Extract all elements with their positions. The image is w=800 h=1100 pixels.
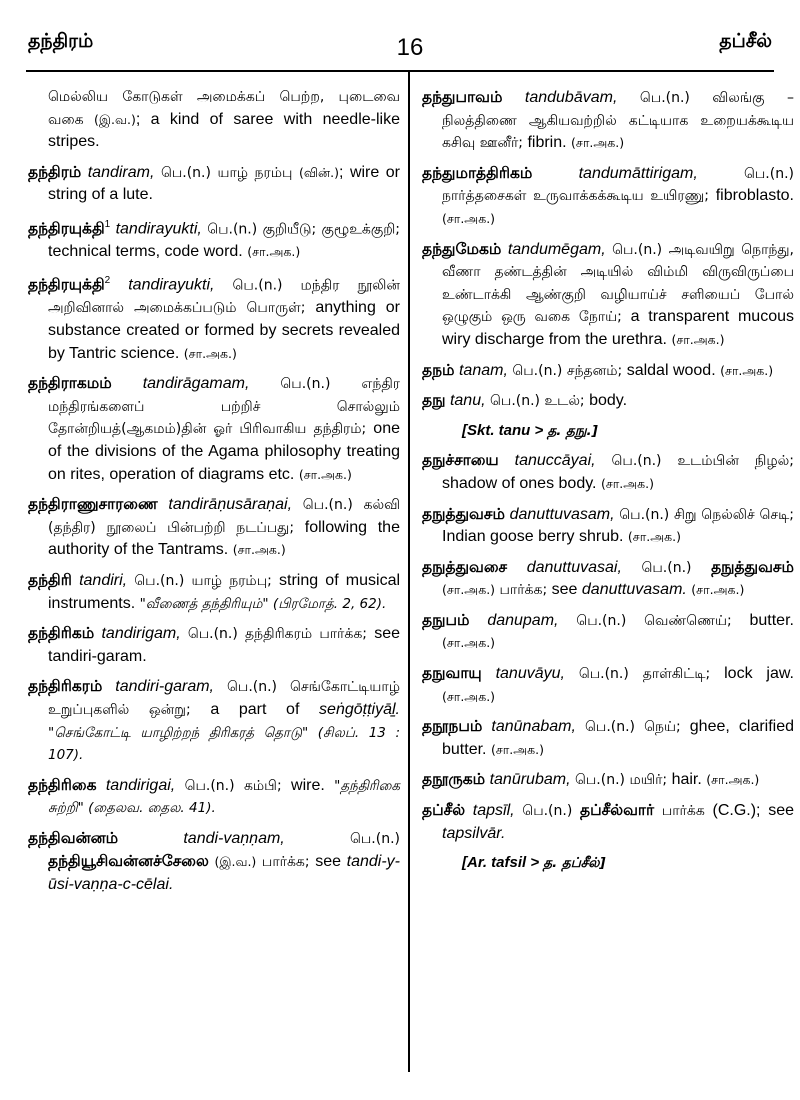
dictionary-entry — [422, 162, 794, 231]
headword: தந்திரிகம் — [28, 624, 95, 643]
source-abbreviation: (சா.அக.) — [671, 331, 725, 347]
dictionary-entry — [28, 270, 400, 365]
transliteration: tandirigam, — [101, 625, 181, 643]
headword: தந்துமேகம் — [422, 239, 502, 258]
etymology-text: [Ar. tafsil > — [462, 854, 540, 872]
source-abbreviation: (சா.அக.) — [691, 582, 745, 598]
transliteration: danupam, — [487, 611, 559, 629]
homonym-number: 2 — [104, 275, 111, 287]
tamil-definition: செங்கோட்டியாழ் உறுப்புகளில் ஒன்று; — [48, 679, 401, 718]
tamil-definition: கம்பி; — [243, 777, 282, 794]
transliteration: tandirigai, — [105, 776, 176, 794]
dictionary-entry — [28, 493, 400, 562]
cross-ref-headword: தநுத்துவசம் — [711, 557, 794, 576]
part-of-speech: பெ.(n.) — [612, 241, 663, 258]
page-header — [0, 0, 800, 72]
english-definition: fibrin. — [527, 134, 567, 152]
transliteration: tandirayukti, — [128, 276, 215, 294]
part-of-speech: பெ.(n.) — [187, 626, 238, 643]
transliteration: danuttuvasai, — [526, 558, 622, 576]
part-of-speech: பெ.(n.) — [134, 572, 185, 589]
english-definition: ghee, clarified butter. — [442, 718, 795, 758]
entry-continuation — [28, 86, 400, 154]
header-rule — [26, 70, 774, 72]
part-of-speech: பெ.(n.) — [576, 612, 627, 629]
dictionary-entry — [422, 503, 794, 549]
source-abbreviation: (சா.அக.) — [627, 529, 681, 545]
right-column — [422, 86, 794, 882]
tamil-definition: யாழ் நரம்பு; — [191, 572, 272, 589]
part-of-speech: பெ.(n.) — [280, 376, 331, 393]
part-of-speech: பெ.(n.) — [574, 772, 625, 789]
source-abbreviation: (சா.அக.) — [600, 475, 654, 491]
tamil-definition: பார்க்க — [661, 803, 705, 820]
headword: தநு — [422, 391, 446, 410]
dictionary-entry — [28, 372, 400, 486]
tamil-definition: மயிர்; — [629, 772, 668, 789]
dictionary-entry — [28, 622, 400, 668]
headword: தந்திரயுக்தி — [28, 275, 105, 294]
tamil-definition: சந்தனம்; — [566, 362, 623, 379]
transliteration: tandiri-garam, — [115, 678, 214, 696]
source-abbreviation: (சா.அக.) — [720, 362, 774, 378]
source-abbreviation: (சா.அக.) — [490, 741, 544, 757]
headword: தப்சீல் — [422, 801, 466, 820]
english-definition: fibroblasto. — [715, 187, 794, 205]
transliteration: tandumāttirigam, — [578, 164, 698, 182]
english-definition: a part of — [210, 700, 300, 718]
dictionary-entry — [28, 214, 400, 264]
etymology-tamil: த. தப்சீல்] — [543, 855, 606, 872]
dictionary-entry — [422, 799, 794, 845]
english-definition: wire. — [291, 776, 325, 794]
part-of-speech: பெ.(n.) — [207, 221, 258, 238]
transliteration: tanuvāyu, — [495, 665, 565, 683]
english-definition: (C.G.); see — [712, 802, 794, 820]
left-column — [28, 86, 400, 904]
transliteration: tandubāvam, — [524, 89, 618, 106]
source-abbreviation: (சா.அக.) — [442, 210, 496, 226]
part-of-speech: பெ.(n.) — [641, 559, 692, 576]
headword: தந்திரி — [28, 570, 72, 589]
part-of-speech: பெ.(n.) — [490, 393, 541, 410]
dictionary-entry — [422, 238, 794, 352]
tamil-definition: தாள்கிட்டி; — [642, 666, 711, 683]
source-abbreviation: (சா.அக.) — [232, 542, 286, 558]
part-of-speech: பெ.(n.) — [611, 453, 662, 470]
cross-ref-transliteration: tandi-y-ūsi-vaṇṇa-c-cēlai. — [48, 853, 401, 894]
tamil-definition: கல்வி (தந்திர) நூலைப் பின்பற்றி நடப்பது; — [48, 497, 401, 536]
cross-ref-transliteration: tapsilvār. — [442, 824, 506, 842]
citation: "செங்கோட்டி யாழிற்றந் திரிகரத் தொடு" (சிலப். 13 : 107). — [48, 724, 400, 764]
english-definition: one of the divisions of the Agama philosophy treating on rites, operation of diagrams etc. — [48, 420, 400, 483]
headword: தந்திராகமம் — [28, 374, 112, 393]
headword: தநூருகம் — [422, 770, 486, 789]
dictionary-entry — [28, 675, 400, 766]
part-of-speech: பெ.(n.) — [232, 277, 283, 294]
transliteration: tanam, — [458, 361, 508, 379]
headword: தந்திரிகரம் — [28, 677, 103, 696]
transliteration: tanūrubam, — [489, 771, 571, 789]
english-definition: shadow of ones body. — [442, 474, 597, 492]
part-of-speech: பெ.(n.) — [512, 362, 563, 379]
part-of-speech: பெ.(n.) — [302, 497, 353, 514]
tamil-definition: வெண்ணெய்; — [644, 612, 732, 629]
tamil-definition: குறியீடு; குழூஉக்குறி; — [262, 221, 400, 238]
dictionary-entry — [28, 774, 400, 820]
english-definition: Indian goose berry shrub. — [442, 528, 624, 546]
transliteration: tandirāgamam, — [142, 375, 250, 393]
tamil-definition: உடல்; — [544, 393, 585, 410]
dictionary-entry — [422, 359, 794, 383]
headword: தந்துமாத்திரிகம் — [422, 163, 533, 182]
dictionary-entry — [422, 609, 794, 655]
part-of-speech: பெ.(n.) — [619, 506, 670, 523]
cross-ref-transliteration: danuttuvasam. — [581, 581, 687, 599]
part-of-speech: பெ.(n.) — [227, 679, 278, 696]
headword: தநுத்துவசம் — [422, 504, 505, 523]
source-abbreviation: (சா.அக.) — [706, 772, 760, 788]
header-last-word: தப்சீல் — [719, 30, 772, 52]
column-divider — [408, 72, 410, 1072]
transliteration: tanu, — [449, 392, 486, 410]
english-definition: body. — [589, 392, 628, 410]
headword: தந்திரிகை — [28, 775, 97, 794]
transliteration: tapsīl, — [472, 802, 515, 820]
tamil-definition: சிறு நெல்லிச் செடி; — [673, 506, 795, 523]
usage-tag: (இ.வ.) — [94, 111, 136, 127]
english-definition: string of musical instruments. — [48, 571, 401, 612]
transliteration: tandiri, — [79, 571, 128, 589]
cross-ref-headword: தப்சீல்வார் — [580, 801, 655, 820]
transliteration: tandiram, — [87, 163, 155, 181]
dictionary-entry — [422, 86, 794, 155]
part-of-speech: பெ.(n.) — [349, 830, 400, 847]
cross-ref-transliteration: seṅgōṭṭiyāḻ. — [319, 700, 400, 718]
english-definition: butter. — [749, 611, 794, 629]
english-definition: a transparent mucous wiry discharge from the urethra. — [442, 308, 794, 348]
usage-tag: (இ.வ.) — [214, 854, 257, 870]
english-definition: see tandiri-garam. — [48, 625, 400, 665]
usage-tag: (வின்.) — [298, 164, 340, 180]
tamil-definition: விலங்கு – நிலத்திணை ஆகியவற்றில் கட்டியாக உறையக்கூடிய கசிவு ஊனீர்; — [442, 90, 794, 152]
source-abbreviation: (சா.அக.) — [442, 635, 496, 651]
tamil-definition: உடம்பின் நிழல்; — [677, 453, 795, 470]
tamil-definition: அடிவயிறு நொந்து, வீணா தண்டத்தின் அடியில் விம்மி விருவிருப்பை உண்டாக்கி ஆண்குறி வழியாய்ச் சளியைப் போல் ஒழுகும் ஒரு வகை நோய்; — [442, 241, 794, 326]
dictionary-entry — [422, 449, 794, 495]
part-of-speech: பெ.(n.) — [184, 777, 235, 794]
dictionary-entry — [422, 715, 794, 761]
tamil-definition: யாழ் நரம்பு — [217, 164, 293, 181]
dictionary-entry — [28, 161, 400, 207]
source-abbreviation: (சா.அக.) — [183, 345, 237, 361]
citation: "தந்திரிகை சுற்றி" (தைலவ. தைல. 41). — [48, 777, 401, 817]
dictionary-entry — [422, 389, 794, 413]
transliteration: danuttuvasam, — [509, 505, 615, 523]
tamil-definition: நெய்; — [644, 719, 681, 736]
part-of-speech: பெ.(n.) — [522, 803, 573, 820]
tamil-definition: மந்திர நூலின் அறிவினால் அமைக்கப்படும் பொருள்; — [48, 277, 400, 317]
tamil-definition: மெல்லிய கோடுகள் அமைக்கப் பெற்ற, புடைவை வகை — [48, 89, 400, 128]
source-abbreviation: (சா.அக.) — [298, 466, 352, 482]
english-definition: following the authority of the Tantrams. — [48, 518, 400, 559]
headword: தநூநபம் — [422, 717, 483, 736]
part-of-speech: பெ.(n.) — [585, 719, 636, 736]
english-definition: anything or substance created or formed by secrets revealed by Tantric science. — [48, 299, 400, 362]
headword: தநுச்சாயை — [422, 451, 499, 470]
page-number: 16 — [396, 34, 424, 61]
english-definition: saldal wood. — [626, 361, 716, 379]
headword: தந்திவன்னம் — [28, 828, 119, 847]
headword: தநுத்துவசை — [422, 557, 508, 576]
english-definition: technical terms, code word. — [48, 242, 243, 260]
tamil-definition: நார்த்தசைகள் உருவாக்கக்கூடிய உயிரணு; — [442, 188, 709, 205]
homonym-number: 1 — [104, 218, 111, 230]
cross-ref-headword: தந்தியூசிவன்னச்சேலை — [48, 852, 209, 871]
english-definition: lock jaw. — [724, 665, 794, 683]
headword: தந்திரயுக்தி — [28, 219, 105, 238]
headword: தநம் — [422, 360, 455, 379]
headword: தந்திரம் — [28, 162, 82, 181]
header-first-word: தந்திரம் — [28, 30, 94, 52]
etymology-note — [422, 852, 794, 875]
dictionary-entry — [422, 662, 794, 708]
english-definition: ; a kind of saree with needle-like stripes. — [48, 110, 400, 151]
tamil-definition: பார்க்க; — [261, 854, 310, 871]
headword: தநுபம் — [422, 610, 470, 629]
tamil-definition: எந்திர மந்திரங்களைப் பற்றிச் சொல்லும் தோன்றியத்(ஆகமம்)தின் ஓர் பிரிவாகிய தந்திரம்; — [48, 376, 401, 438]
english-definition: ; wire or string of a lute. — [48, 163, 401, 204]
source-abbreviation: (சா.அக.) — [247, 243, 301, 259]
dictionary-entry — [28, 827, 400, 897]
english-definition: see — [551, 581, 578, 599]
part-of-speech: பெ.(n.) — [578, 666, 629, 683]
transliteration: tandirāṇusāraṇai, — [168, 496, 293, 514]
transliteration: tanuccāyai, — [514, 452, 596, 470]
usage-tag: (சா.அக.) — [442, 582, 496, 598]
etymology-note — [422, 420, 794, 443]
headword: தந்திராணுசாரணை — [28, 495, 158, 514]
etymology-tamil: த. தநு.] — [547, 422, 598, 439]
transliteration: tandi-vaṇṇam, — [183, 829, 285, 847]
part-of-speech: பெ.(n.) — [743, 165, 794, 182]
etymology-text: [Skt. tanu > — [462, 421, 544, 439]
dictionary-entry — [422, 768, 794, 792]
headword: தந்துபாவம் — [422, 88, 503, 106]
tamil-definition: பார்க்க; — [499, 582, 548, 599]
citation: "வீணைத் தந்திரியும்" (பிரமோத். 2, 62). — [139, 595, 387, 612]
dictionary-entry — [422, 556, 794, 602]
part-of-speech: பெ.(n.) — [639, 90, 690, 106]
transliteration: tanūnabam, — [491, 718, 576, 736]
english-definition: hair. — [671, 771, 702, 789]
transliteration: tandumēgam, — [507, 240, 606, 258]
headword: தநுவாயு — [422, 664, 482, 683]
source-abbreviation: (சா.அக.) — [571, 135, 625, 151]
tamil-definition: தந்திரிகரம் பார்க்க; — [245, 626, 367, 643]
source-abbreviation: (சா.அக.) — [442, 688, 496, 704]
part-of-speech: பெ.(n.) — [160, 164, 211, 181]
english-definition: see — [315, 853, 342, 871]
dictionary-entry — [28, 569, 400, 615]
transliteration: tandirayukti, — [115, 220, 202, 238]
